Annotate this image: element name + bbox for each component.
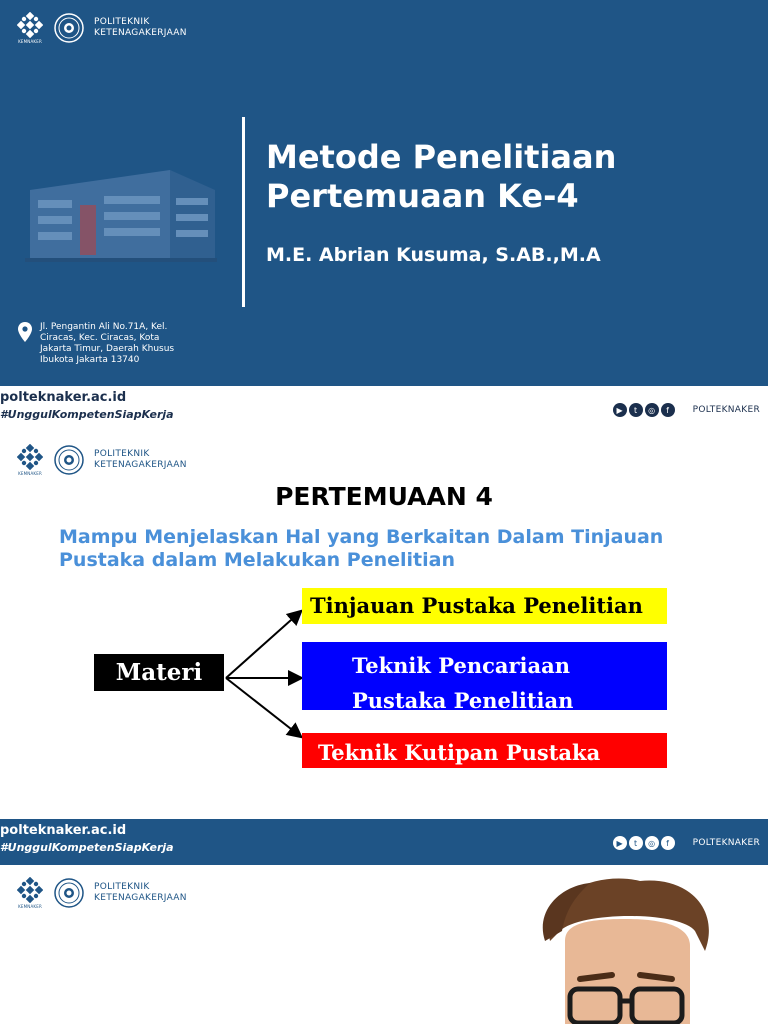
- address-text: Jl. Pengantin Ali No.71A, Kel. Ciracas, Kec. Ciracas, Kota Jakarta Timur, Daerah Khusus Ibukota Jakarta 13740: [40, 322, 175, 365]
- facebook-icon[interactable]: f: [661, 836, 675, 850]
- title-slide: [0, 0, 768, 386]
- twitter-icon[interactable]: t: [629, 836, 643, 850]
- slide-footer: [0, 819, 768, 865]
- org-name-line1: POLITEKNIK: [94, 882, 150, 892]
- partial-slide: [0, 865, 768, 1024]
- meeting-heading: PERTEMUAAN 4: [275, 482, 493, 511]
- hashtag: #UnggulKompetenSiapKerja: [0, 408, 174, 421]
- arrow-to-topic-3: [226, 678, 300, 736]
- content-slide: [0, 432, 768, 819]
- campus-building-image: [20, 150, 220, 270]
- topic-2-line1: Teknik Pencariaan: [352, 653, 571, 678]
- slide-title-line1: Metode Penelitiaan: [266, 138, 617, 176]
- ministry-label: KEMNAKER: [18, 471, 42, 476]
- topic-literature-review: [302, 588, 667, 624]
- hashtag: #UnggulKompetenSiapKerja: [0, 841, 174, 854]
- author-name: M.E. Abrian Kusuma, S.AB.,M.A: [266, 244, 601, 266]
- ministry-label: KEMNAKER: [18, 39, 42, 44]
- youtube-icon[interactable]: ▶: [613, 836, 627, 850]
- topic-3-text: Teknik Kutipan Pustaka: [318, 740, 601, 765]
- org-name: [94, 17, 187, 39]
- social-links: [613, 403, 760, 417]
- org-name-line1: POLITEKNIK: [94, 449, 150, 459]
- kemnaker-emblem-icon: [17, 12, 43, 38]
- social-handle: POLTEKNAKER: [692, 405, 760, 415]
- social-handle: POLTEKNAKER: [692, 838, 760, 848]
- kemnaker-logo: [16, 12, 44, 44]
- topic-search-technique: [302, 642, 667, 713]
- kemnaker-logo: [16, 877, 44, 909]
- learning-objective: Mampu Menjelaskan Hal yang Berkaitan Dalam Tinjauan Pustaka dalam Melakukan Penelitian: [59, 526, 664, 571]
- org-name-line1: POLITEKNIK: [94, 17, 150, 27]
- polteknaker-seal-icon: [54, 878, 84, 908]
- logo-row: [16, 12, 187, 44]
- title-divider: [242, 117, 245, 307]
- org-name-line2: KETENAGAKERJAAN: [94, 28, 187, 38]
- org-name-line2: KETENAGAKERJAAN: [94, 893, 187, 903]
- arrow-to-topic-1: [226, 612, 300, 678]
- slide-title-line2: Pertemuaan Ke-4: [266, 177, 579, 215]
- kemnaker-emblem-icon: [17, 877, 43, 903]
- social-links: [613, 836, 760, 850]
- logo-row: [16, 877, 187, 909]
- website-link[interactable]: polteknaker.ac.id: [0, 390, 127, 405]
- polteknaker-seal-icon: [54, 13, 84, 43]
- org-name: [94, 882, 187, 904]
- location-pin-icon: [18, 322, 32, 342]
- instagram-icon[interactable]: ◎: [645, 836, 659, 850]
- twitter-icon[interactable]: t: [629, 403, 643, 417]
- topic-citation-technique: [302, 733, 667, 768]
- ministry-label: KEMNAKER: [18, 904, 42, 909]
- instagram-icon[interactable]: ◎: [645, 403, 659, 417]
- topic-1-text: Tinjauan Pustaka Penelitian: [310, 593, 643, 618]
- materi-label: Materi: [94, 654, 224, 691]
- slide-footer: [0, 386, 768, 432]
- facebook-icon[interactable]: f: [661, 403, 675, 417]
- address-block: [18, 322, 190, 366]
- website-link[interactable]: polteknaker.ac.id: [0, 823, 127, 838]
- cartoon-character-image: [520, 871, 730, 1024]
- topic-2-line2: Pustaka Penelitian: [352, 688, 574, 713]
- org-name-line2: KETENAGAKERJAAN: [94, 460, 187, 470]
- slide-title: [266, 138, 616, 216]
- youtube-icon[interactable]: ▶: [613, 403, 627, 417]
